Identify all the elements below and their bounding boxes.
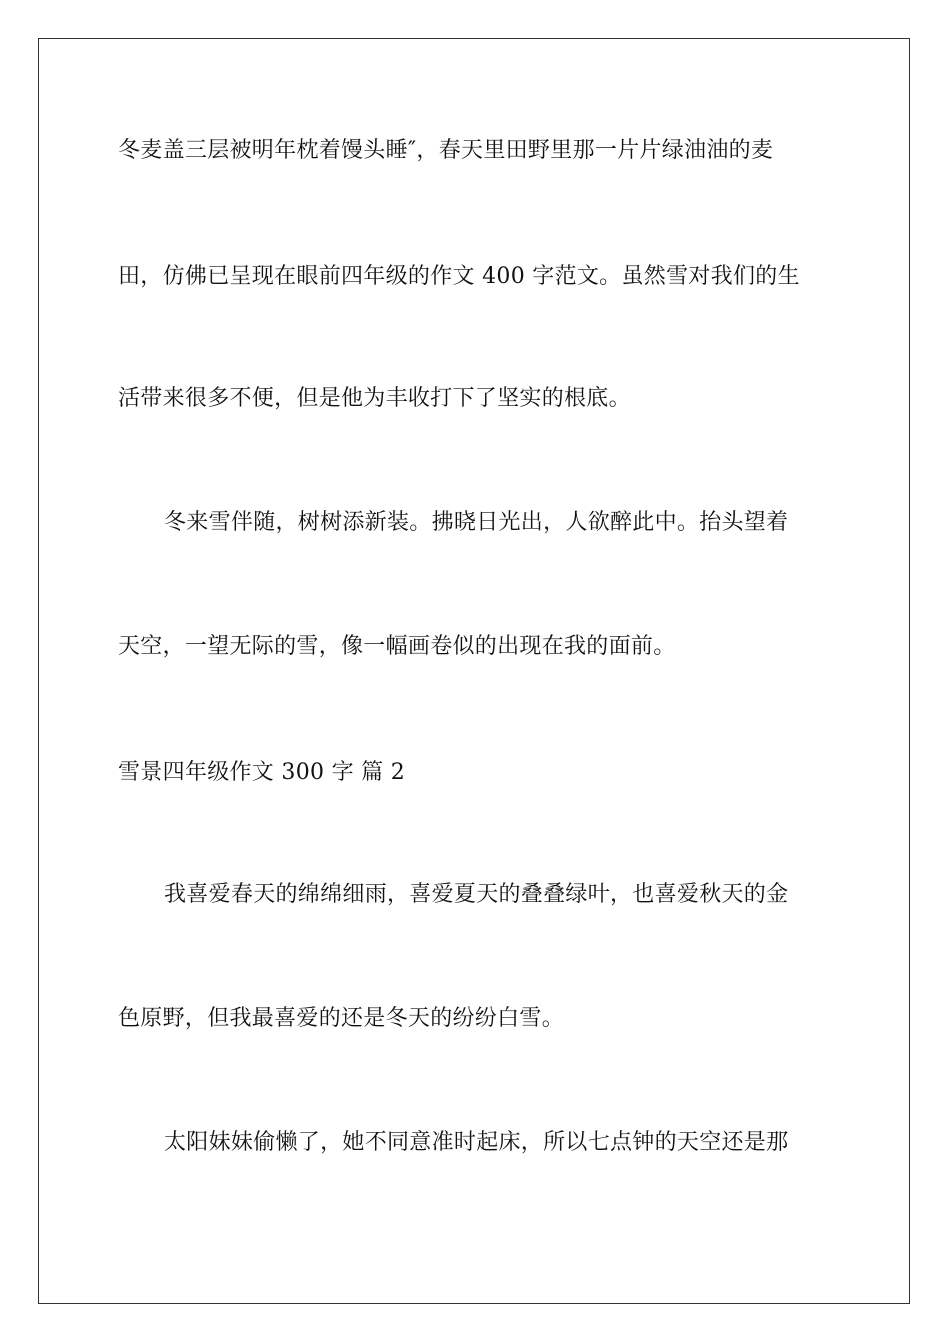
paragraph-line: 色原野，但我最喜爱的还是冬天的纷纷白雪。: [118, 1006, 565, 1031]
paragraph-line-indented: 太阳妹妹偷懒了，她不同意准时起床，所以七点钟的天空还是那: [164, 1130, 789, 1155]
paragraph-line-indented: 我喜爱春天的绵绵细雨，喜爱夏天的叠叠绿叶，也喜爱秋天的金: [164, 882, 789, 907]
paragraph-line: 天空，一望无际的雪，像一幅画卷似的出现在我的面前。: [118, 634, 676, 659]
section-heading: 雪景四年级作文 300 字 篇 2: [118, 760, 406, 785]
paragraph-line: 活带来很多不便，但是他为丰收打下了坚实的根底。: [118, 386, 631, 411]
paragraph-line: 田，仿佛已呈现在眼前四年级的作文 400 字范文。虽然雪对我们的生: [118, 264, 800, 289]
page-border: [38, 38, 910, 1304]
paragraph-line: 冬麦盖三层被明年枕着馒头睡″，春天里田野里那一片片绿油油的麦: [118, 138, 774, 163]
paragraph-line-indented: 冬来雪伴随，树树添新装。拂晓日光出，人欲醉此中。抬头望着: [164, 510, 789, 535]
